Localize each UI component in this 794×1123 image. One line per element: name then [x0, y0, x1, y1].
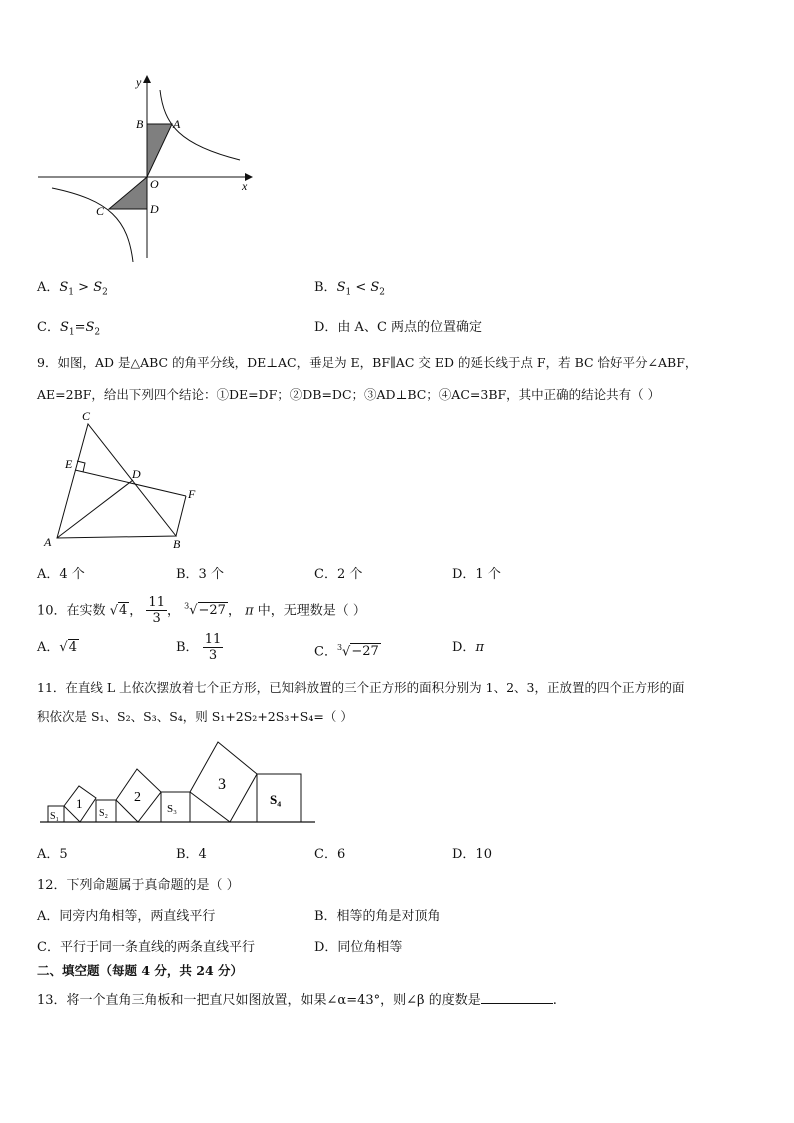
- q13-answer-blank[interactable]: [481, 991, 553, 1004]
- q13-stem: 13．将一个直角三角板和一把直尺如图放置，如果∠α=43°，则∠β 的度数是 .: [37, 993, 557, 1008]
- label-S4: S₄: [270, 792, 282, 807]
- q11-option-a: A．5: [37, 847, 68, 862]
- q12-option-c: C．平行于同一条直线的两条直线平行: [37, 940, 255, 955]
- q10-fraction: $\frac{11}{3}$: [148, 595, 165, 627]
- section-title-fill-in: 二、填空题（每题 4 分，共 24 分）: [37, 963, 244, 978]
- triangle-ABC: [57, 424, 176, 538]
- q10-option-a: A．√4: [37, 640, 77, 655]
- q12-option-d: D．同位角相等: [314, 940, 403, 955]
- label-1: 1: [76, 796, 83, 811]
- label-C: C: [96, 204, 105, 218]
- label-S1: S₁: [50, 811, 60, 822]
- label-D: D: [132, 467, 141, 481]
- label-C: C: [82, 409, 91, 423]
- label-B: B: [136, 117, 144, 131]
- label-A: A: [173, 117, 181, 131]
- q9-option-c: C．2 个: [314, 567, 363, 582]
- q9-option-b: B．3 个: [176, 567, 224, 582]
- q9-stem-line1: 9．如图，AD 是△ABC 的角平分线，DE⊥AC，垂足为 E，BF∥AC 交 ED 的延长线于点 F，若 BC 恰好平分∠ABF，: [37, 355, 698, 370]
- label-F: F: [188, 487, 196, 501]
- label-A: A: [44, 535, 52, 549]
- label-D: D: [150, 202, 159, 216]
- q9-triangle-figure: [40, 408, 210, 550]
- q8-hyperbola-figure: [30, 70, 260, 265]
- q11-squares-figure: [40, 738, 320, 830]
- label-2: 2: [134, 790, 141, 805]
- shaded-triangle-upper: [147, 124, 172, 177]
- segment-BF: [176, 496, 186, 536]
- q11-stem-line1: 11．在直线 L 上依次摆放着七个正方形，已知斜放置的三个正方形的面积分别为 1、2、3，正放置的四个正方形的面: [37, 680, 685, 695]
- label-x: x: [242, 179, 248, 193]
- q10-sqrt: √4: [109, 603, 128, 619]
- q12-stem: 12．下列命题属于真命题的是（ ）: [37, 878, 240, 893]
- label-S2: S₂: [99, 808, 109, 819]
- label-y: y: [136, 75, 142, 89]
- label-3: 3: [218, 776, 226, 793]
- q8-option-d: D．由 A、C 两点的位置确定: [314, 320, 483, 335]
- q11-option-b: B．4: [176, 847, 207, 862]
- segment-EF: [75, 470, 186, 496]
- label-B: B: [173, 537, 181, 550]
- q10-cube-root: $^3$√−27: [184, 602, 226, 619]
- q9-option-d: D．1 个: [452, 567, 501, 582]
- label-E: E: [65, 457, 73, 471]
- q12-option-a: A．同旁内角相等，两直线平行: [37, 909, 216, 924]
- q10-option-d: D．π: [452, 640, 484, 655]
- q10-stem: 10．在实数 √4 ， $\frac{11}{3}$ ， $^3$√−27 ， π 中，无理数是（ ）: [37, 595, 366, 627]
- q10-option-b: B． $\frac{11}{3}$: [176, 632, 222, 663]
- q8-option-a: A．$S_1 > S_2$: [37, 280, 108, 298]
- segment-AD: [57, 480, 133, 538]
- label-O: O: [150, 177, 159, 191]
- q11-stem-line2: 积依次是 S₁、S₂、S₃、S₄，则 S₁+2S₂+2S₃+S₄=（ ）: [37, 709, 353, 724]
- q9-stem-line2: AE=2BF，给出下列四个结论：①DE=DF；②DB=DC；③AD⊥BC；④AC=3BF，其中正确的结论共有（ ）: [37, 387, 661, 402]
- q8-option-b: B．$S_1 < S_2$: [314, 280, 386, 298]
- q12-option-b: B．相等的角是对顶角: [314, 909, 441, 924]
- q8-option-c: C．$S_1=S_2$: [37, 320, 101, 338]
- q11-option-c: C．6: [314, 847, 346, 862]
- q10-option-c: C．$^3$√−27: [314, 643, 379, 660]
- q9-option-a: A．4 个: [37, 567, 85, 582]
- shaded-triangle-lower: [109, 177, 147, 209]
- q11-option-d: D．10: [452, 847, 492, 862]
- label-S3: S₃: [167, 803, 177, 815]
